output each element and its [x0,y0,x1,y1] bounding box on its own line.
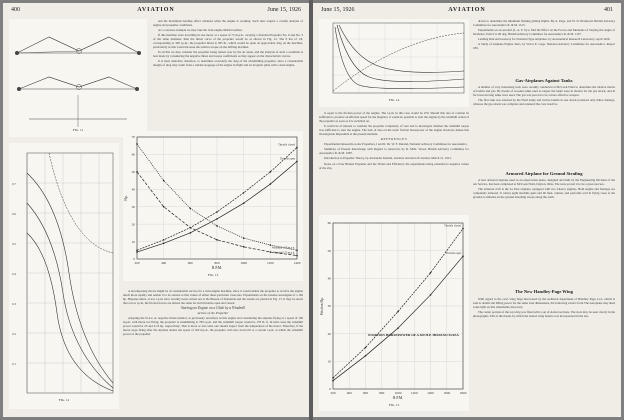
series-label: Throttle closed [278,143,295,147]
figure-11 [9,19,147,140]
data-point [243,202,245,204]
right-column-mid-text [319,111,469,211]
right-column-top-text [473,19,615,77]
figure-14-caption: FIG. 14 [388,98,400,102]
y-tick-label: 30 [131,204,135,209]
left-column-bottom-text [123,289,303,413]
x-tick-label: 400 [346,391,352,395]
chart-title: POSITION HORSEPOWER OF A 300 H.P. HISPANO SUIZA [368,332,459,337]
data-point [190,208,192,210]
figure-12 [9,143,119,409]
y-tick-label: 50 [327,248,331,253]
paragraph: It is most desirable, therefore, to determine accurately the drag of the windmilling propeller, since a considerable margin of drag may result from a sudden stoppage of the engine in flight and an irregular glide with a dead engine. [153,59,303,68]
x-tick-label: 800 [379,391,385,395]
y-tick-label: 50 [131,170,135,175]
x-tick-label: 1600 [443,391,451,395]
data-point [397,311,399,313]
paragraph: A Study of Airplane Engine Tests, by Victor E. Gage, National Advisory Committee for Aeronautics, Report 189. [473,42,615,51]
data-point [243,192,245,194]
sub-heading: Starting an Engine on a Glide by a Windmill [180,306,246,311]
right-page [313,3,621,417]
data-point [397,327,399,329]
data-point [270,171,272,173]
x-tick-label: 1400 [293,261,301,265]
x-tick-label: 1000 [240,261,248,265]
x-tick-label: 400 [161,261,167,265]
data-point [332,380,334,382]
data-point [163,206,165,208]
figure-11-caption: FIG. 11 [72,128,84,132]
data-point [296,161,298,163]
y-tick-label: 0 [329,387,331,392]
y-tick-label: 30 [327,304,331,309]
data-point [270,183,272,185]
y-tick-label: 20 [327,331,331,336]
reference: Introduction to Propeller Theory, by Alexander Klemin, Aviation and Aircraft Journal, March 21, 1921. [324,156,452,161]
figure-13-caption: FIG. 13 [207,273,219,277]
figure-14 [319,19,469,107]
svg-text:0.6: 0.6 [12,212,16,216]
reference: Notes on a Four Bladed Propeller and the Thrust and Efficiency the experiments being extended to negative values of the slip. [319,161,469,170]
series-label: Throttle open [279,157,295,161]
y-axis-label: Hp. [124,195,128,201]
data-point [462,255,464,257]
data-point [216,239,218,241]
paragraph: It would be of interest to consider the propeller completely of vent and to investigate whether the windmill torque was sufficient to start the engine. The lack of data on the static friction horsepower of the engine involved, makes this investigation impossible at the present moment. [319,124,469,137]
paragraph: As a concrete example we may take the twin-engine Martin bomber. [158,28,243,33]
data-point [163,180,165,182]
x-tick-label: 600 [187,261,193,265]
figure-13 [123,131,303,281]
y-tick-label: 70 [131,135,135,140]
x-tick-label: 600 [362,391,369,395]
paragraph: With regard to the cowl wing flaps discovered by the technical department of Handley Page, Ltd., which is said to double the lifting power for the same load dimensions, the following extract from The Aeroplane may shed some light on this remarkable discovery. [473,297,615,310]
left-journal-title: AVIATION [137,7,175,13]
paragraph: drawn to determine the minimum flaming gliding flights. By A. Page, and W. D. Bramwell. British Advisory Committee for Aeronautics R. & M. 1125. [473,19,615,28]
data-point [332,377,334,379]
x-tick-label: 1400 [427,391,434,395]
right-page-header [313,7,621,16]
paragraph: A number of very interesting tests were recently conducted at McCook Field to determine the relative merits of bombs and gas. By means of wooden tanks used as targets the tanks were in motion for the gas attack, and in fact near moving tanks were used. The gas was proved to be a more effective weapon. [473,85,615,98]
right-journal-title: AVIATION [448,7,486,13]
data-point [270,251,272,253]
left-page-header [3,7,309,16]
left-page [3,3,309,417]
paragraph: The armored craft is the Le Pere airplane, equipped with two Liberty engines. Both engine and fuselage are completely armored. It carries eight machine guns and 40 men, cannon, and performs well in flying close to the ground at altitudes on the ground attacking troops along the earth. [473,187,615,200]
y-tick-label: 20 [131,222,135,227]
x-tick-label: 800 [214,261,220,265]
paragraph: and the maximum bending effect obtained when the engine is working. Such tests require a careful analysis of engine and propeller conditions. [153,19,303,28]
svg-text:0.3: 0.3 [12,302,16,306]
data-point [430,272,432,274]
armored-airplane-text [473,178,615,286]
data-point [190,232,192,234]
data-point [163,243,165,245]
right-page-number: 401 [604,7,613,13]
gas-airplanes-text [473,85,615,169]
left-page-number: 400 [11,7,20,13]
data-point [243,237,245,239]
paragraph: Adopting the N.A.C.A. negative thrust method, as previously described, in this engine and considering the airplane flying at a speed of 100 m.p.h. with motor not firing, the propeller is windmilling at 700 r.p.m. and the windmill torque would be 178 lb. ft. In both cases the windmill power would be 23 and 21.6 hp. respectively. This is more or less what one should expect from the temperature of the motor. Therefore, if the motor stops firing after the airplane attains the speed of 100 m.p.h., the propeller will slow down till to a certain r.p.m. at which the windmill power of the propeller [123,316,303,337]
data-point [462,228,464,230]
x-tick-label: 1800 [459,391,467,395]
reference: Experimental Research on Air Propellers, I and II. Dr. W. F. Durand, National Advisory Committee for Aeronautics. [324,142,468,147]
x-tick-label: 1200 [410,391,418,395]
paragraph: A decomposing device might be of considerable service for a twin-engine machine, since it would enable the propeller to revolve the engine much more rapidly and enable it to be started so that values of either these particular cases has. Experiments on the Gnome aeroengine of a 160 hp. Hispano-Suiza, at low r.p.m. have recently been carried out at the Bureau of Standards and the results are plotted in Fig. 13. It may be noted that at low r.p.m. the friction forces are almost the same for both throttles open and closed. [123,289,303,306]
svg-text:0.2: 0.2 [12,332,16,336]
figure-15-caption: FIG. 15 [388,403,400,407]
x-tick-label: 1000 [394,391,402,395]
paragraph: The first tank was attacked by the Field Army and twelve bombs in one attack produced only minor damage, whereas the gas attack was complete and rendered the crew inactive. [473,98,615,107]
x-axis-label: R.P.M. [393,396,403,400]
data-point [296,249,298,251]
data-point [136,171,138,173]
data-point [365,347,367,349]
data-point [365,355,367,357]
data-point [136,251,138,253]
figure-15 [319,215,469,411]
right-page-date: June 15, 1926 [321,7,355,13]
y-tick-label: 10 [327,359,331,364]
y-tick-label: 40 [327,276,331,281]
data-point [216,211,218,213]
y-tick-label: 60 [327,221,331,226]
x-axis-label: R.P.M. [212,266,222,270]
series-label: Throttle closed [444,224,461,228]
data-point [296,147,298,149]
data-point [136,249,138,251]
paragraph: Landing Run and Getaway for Standard Type Airplanes, by Aeronautical Research Laboratory, April 1926. [478,37,611,42]
heading-handley-page-wing: The New Handley-Page Wing [515,289,573,294]
heading-armored-airplane: Armored Airplane for Ground Strafing [505,171,583,176]
x-tick-label: 1200 [266,261,274,265]
handley-page-wing-text [473,297,615,413]
paragraph: is equal to the friction power of the engine. The r.p.m. in this case would be 470. Should this rate of rotation be sufficient to produce an efficient speed for the magneto, it would be possible to start the engine by the windmill action of the propeller as soon as it is switched on. [319,111,469,124]
data-point [296,255,298,257]
svg-text:0.4: 0.4 [12,272,16,276]
y-axis-label: Friction Hp. [320,297,324,315]
reference: Summary of Present Knowledge with Regard to Airscrews by R. McK. Wood, British Advisory Committee for Aeronautics R. & M. 1087. [319,147,469,156]
paragraph: A new armored airplane used as an observation plane, designed and built by the Engineering Division of the Air Service, has been completed at McCook Field, Dayton, Ohio. The tests proved it to be a great success. [473,178,615,187]
series-label: Windmill 75 m.p.h. [273,251,295,255]
svg-text:0.7: 0.7 [12,182,16,186]
data-point [163,239,165,241]
svg-text:0.1: 0.1 [12,362,16,366]
sub-heading-2: Action of the Propeller [197,311,229,316]
heading-gas-airplanes: Gas-Airplanes Against Tanks [515,78,573,83]
data-point [216,225,218,227]
paragraph: If this machine were travelling in one motor at a speed of 75 m.p.h., carrying a Standard Propeller No. 6 and No. 5 of the same diameter, then the thrust curve of the propeller would be as shown in Fig. 12. The P hat of 1.8, corresponding to 300 r.p.m., the propeller thrust is 585 lb., which would be quite an appreciable drag on the machine, particularly as this would increase the relative torque on the drifting machine. [153,33,303,50]
data-point [190,227,192,229]
figure-15-chart [319,215,469,411]
left-page-date: June 15, 1926 [267,7,301,13]
y-tick-label: 60 [131,152,135,157]
figure-12-caption: FIG. 12 [58,398,70,402]
paragraph: Experiments on an aerofoil (L. A. F. 6) to find the Effect on the Forces and Moments of Varying the Angle of Incidence from 0 to 90 deg. British Advisory Committee for Aeronautics R. & M. 1107. [473,28,615,37]
data-point [136,143,138,145]
series-label: Throttle open [445,252,461,256]
figure-13-chart [123,131,303,281]
data-point [243,246,245,248]
paragraph: The center portion of the top wing was fitted with a set of slotted sections. The slots may be seen clearly in the photographs. This is the means by which the slotted wing feature was incorporated in the test. [473,310,615,319]
references-label: REFERENCES [380,137,408,142]
data-point [216,218,218,220]
y-tick-label: 0 [133,257,135,262]
x-tick-label: 200 [330,391,336,395]
series-label: Windmill 100 m.p.h. [271,246,295,250]
svg-text:0.5: 0.5 [12,242,16,246]
y-tick-label: 40 [131,187,135,192]
paragraph: In all this we may consider the propeller being turned over by the air alone, and the analysis of such a condition is best made by considering the negative thrust and torque coefficients as they appear on the characteristic curves. [153,50,303,59]
y-tick-label: 10 [131,239,135,244]
data-point [430,294,432,296]
x-tick-label: 200 [134,261,140,265]
